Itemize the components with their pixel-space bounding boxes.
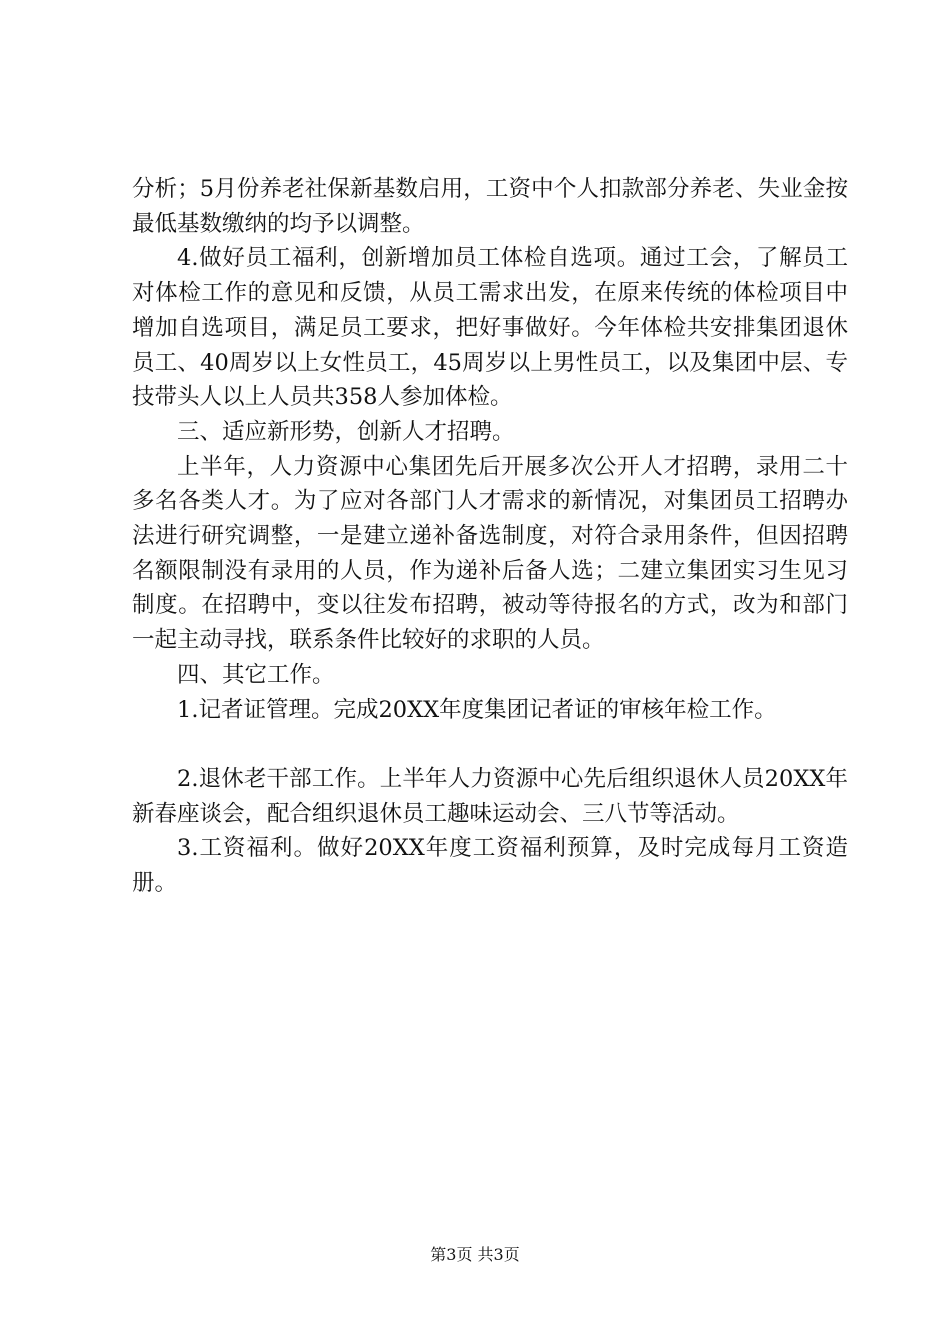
page-number: 第3页 共3页 (430, 1245, 520, 1264)
document-body (132, 172, 848, 901)
paragraph-press-card: 1.记者证管理。完成20XX年度集团记者证的审核年检工作。 (177, 696, 777, 723)
section-heading-recruitment: 三、适应新形势，创新人才招聘。 (177, 418, 515, 445)
paragraph-continuation: 分析；5月份养老社保新基数启用，工资中个人扣款部分养老、失业金按最低基数缴纳的均予以调整。 (132, 176, 848, 237)
paragraph-salary-welfare: 3.工资福利。做好20XX年度工资福利预算，及时完成每月工资造册。 (132, 835, 848, 897)
paragraph-recruitment: 上半年，人力资源中心集团先后开展多次公开人才招聘，录用二十多名各类人才。为了应对各部门人才需求的新情况，对集团员工招聘办法进行研究调整，一是建立递补备选制度，对符合录用条件，但因招聘名额限制没有录用的人员，作为递补后备人选；二建立集团实习生见习制度。在招聘中，变以往发布招聘，被动等待报名的方式，改为和部门一起主动寻找，联系条件比较好的求职的人员。 (132, 453, 848, 654)
section-heading-other-work: 四、其它工作。 (177, 661, 335, 688)
paragraph-employee-welfare: 4.做好员工福利，创新增加员工体检自选项。通过工会，了解员工对体检工作的意见和反馈，从员工需求出发，在原来传统的体检项目中增加自选项目，满足员工要求，把好事做好。今年体检共安排集团退休员工、40周岁以上女性员工，45周岁以上男性员工，以及集团中层、专技带头人以上人员共358人参加体检。 (132, 245, 848, 411)
page-footer (0, 1245, 950, 1265)
paragraph-retired-cadres: 2.退休老干部工作。上半年人力资源中心先后组织退休人员20XX年新春座谈会，配合组织退休员工趣味运动会、三八节等活动。 (132, 765, 848, 827)
